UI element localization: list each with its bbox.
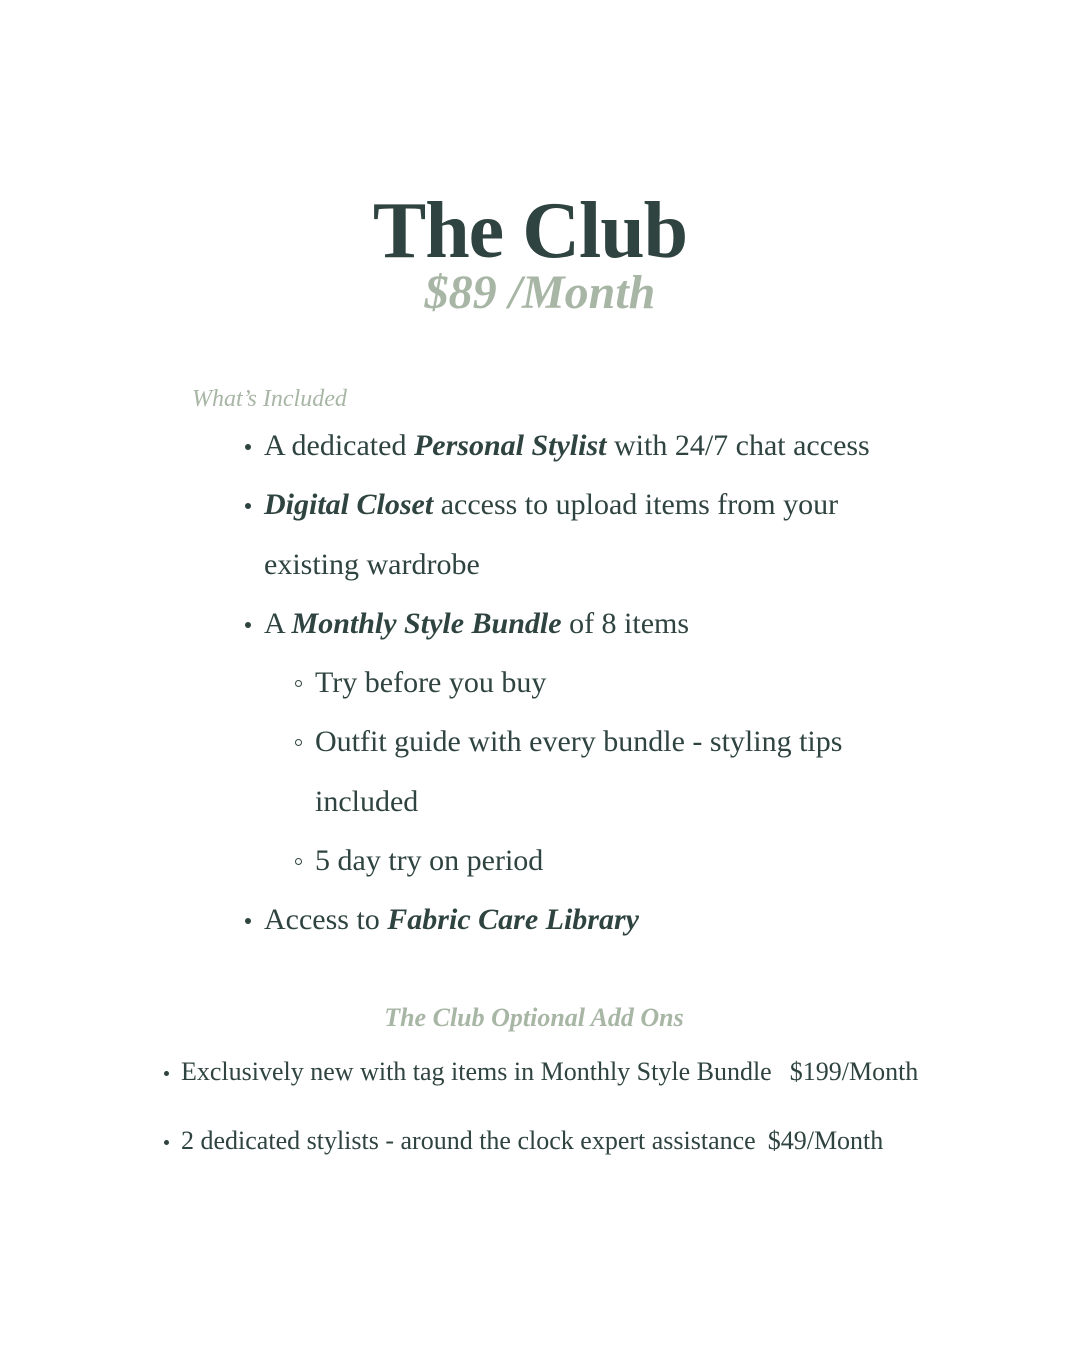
item-text: A dedicated <box>264 429 414 462</box>
addon-price: $199/Month <box>789 1057 919 1086</box>
addon-text: 2 dedicated stylists - around the clock expert assistance <box>181 1126 756 1155</box>
subitem-try-before-buy: Try before you buy <box>315 666 547 699</box>
whats-included-label: What’s Included <box>192 386 347 412</box>
item-text: Access to <box>264 903 388 936</box>
subitem-outfit-guide-continued: included <box>315 785 419 818</box>
bullet-icon <box>164 1140 169 1145</box>
plan-price: $89 /Month <box>424 266 656 319</box>
addon-item-new-with-tag <box>181 1056 918 1088</box>
item-highlight: Monthly Style Bundle <box>291 607 562 640</box>
subitem-outfit-guide: Outfit guide with every bundle - styling tips <box>315 725 843 758</box>
addon-item-dedicated-stylists <box>181 1125 883 1157</box>
included-item-digital-closet <box>264 487 838 523</box>
included-item-fabric-care-library <box>264 902 639 938</box>
addon-text: Exclusively new with tag items in Monthly Style Bundle <box>181 1057 772 1086</box>
included-item-monthly-style-bundle <box>264 606 689 642</box>
addons-title: The Club Optional Add Ons <box>384 1003 684 1032</box>
item-highlight: Personal Stylist <box>413 429 607 462</box>
item-text: access to upload items from your <box>433 488 839 521</box>
item-highlight: Digital Closet <box>264 488 434 521</box>
item-text: of 8 items <box>561 607 690 640</box>
page-title: The Club <box>372 187 688 275</box>
subitem-try-on-period: 5 day try on period <box>315 844 544 877</box>
addon-price: $49/Month <box>767 1126 884 1155</box>
included-item-digital-closet-continued: existing wardrobe <box>264 548 480 581</box>
item-text: A <box>264 607 292 640</box>
bullet-icon <box>164 1071 169 1076</box>
item-text: with 24/7 chat access <box>606 429 870 462</box>
item-highlight: Fabric Care Library <box>387 903 639 936</box>
included-item-personal-stylist <box>264 428 870 464</box>
